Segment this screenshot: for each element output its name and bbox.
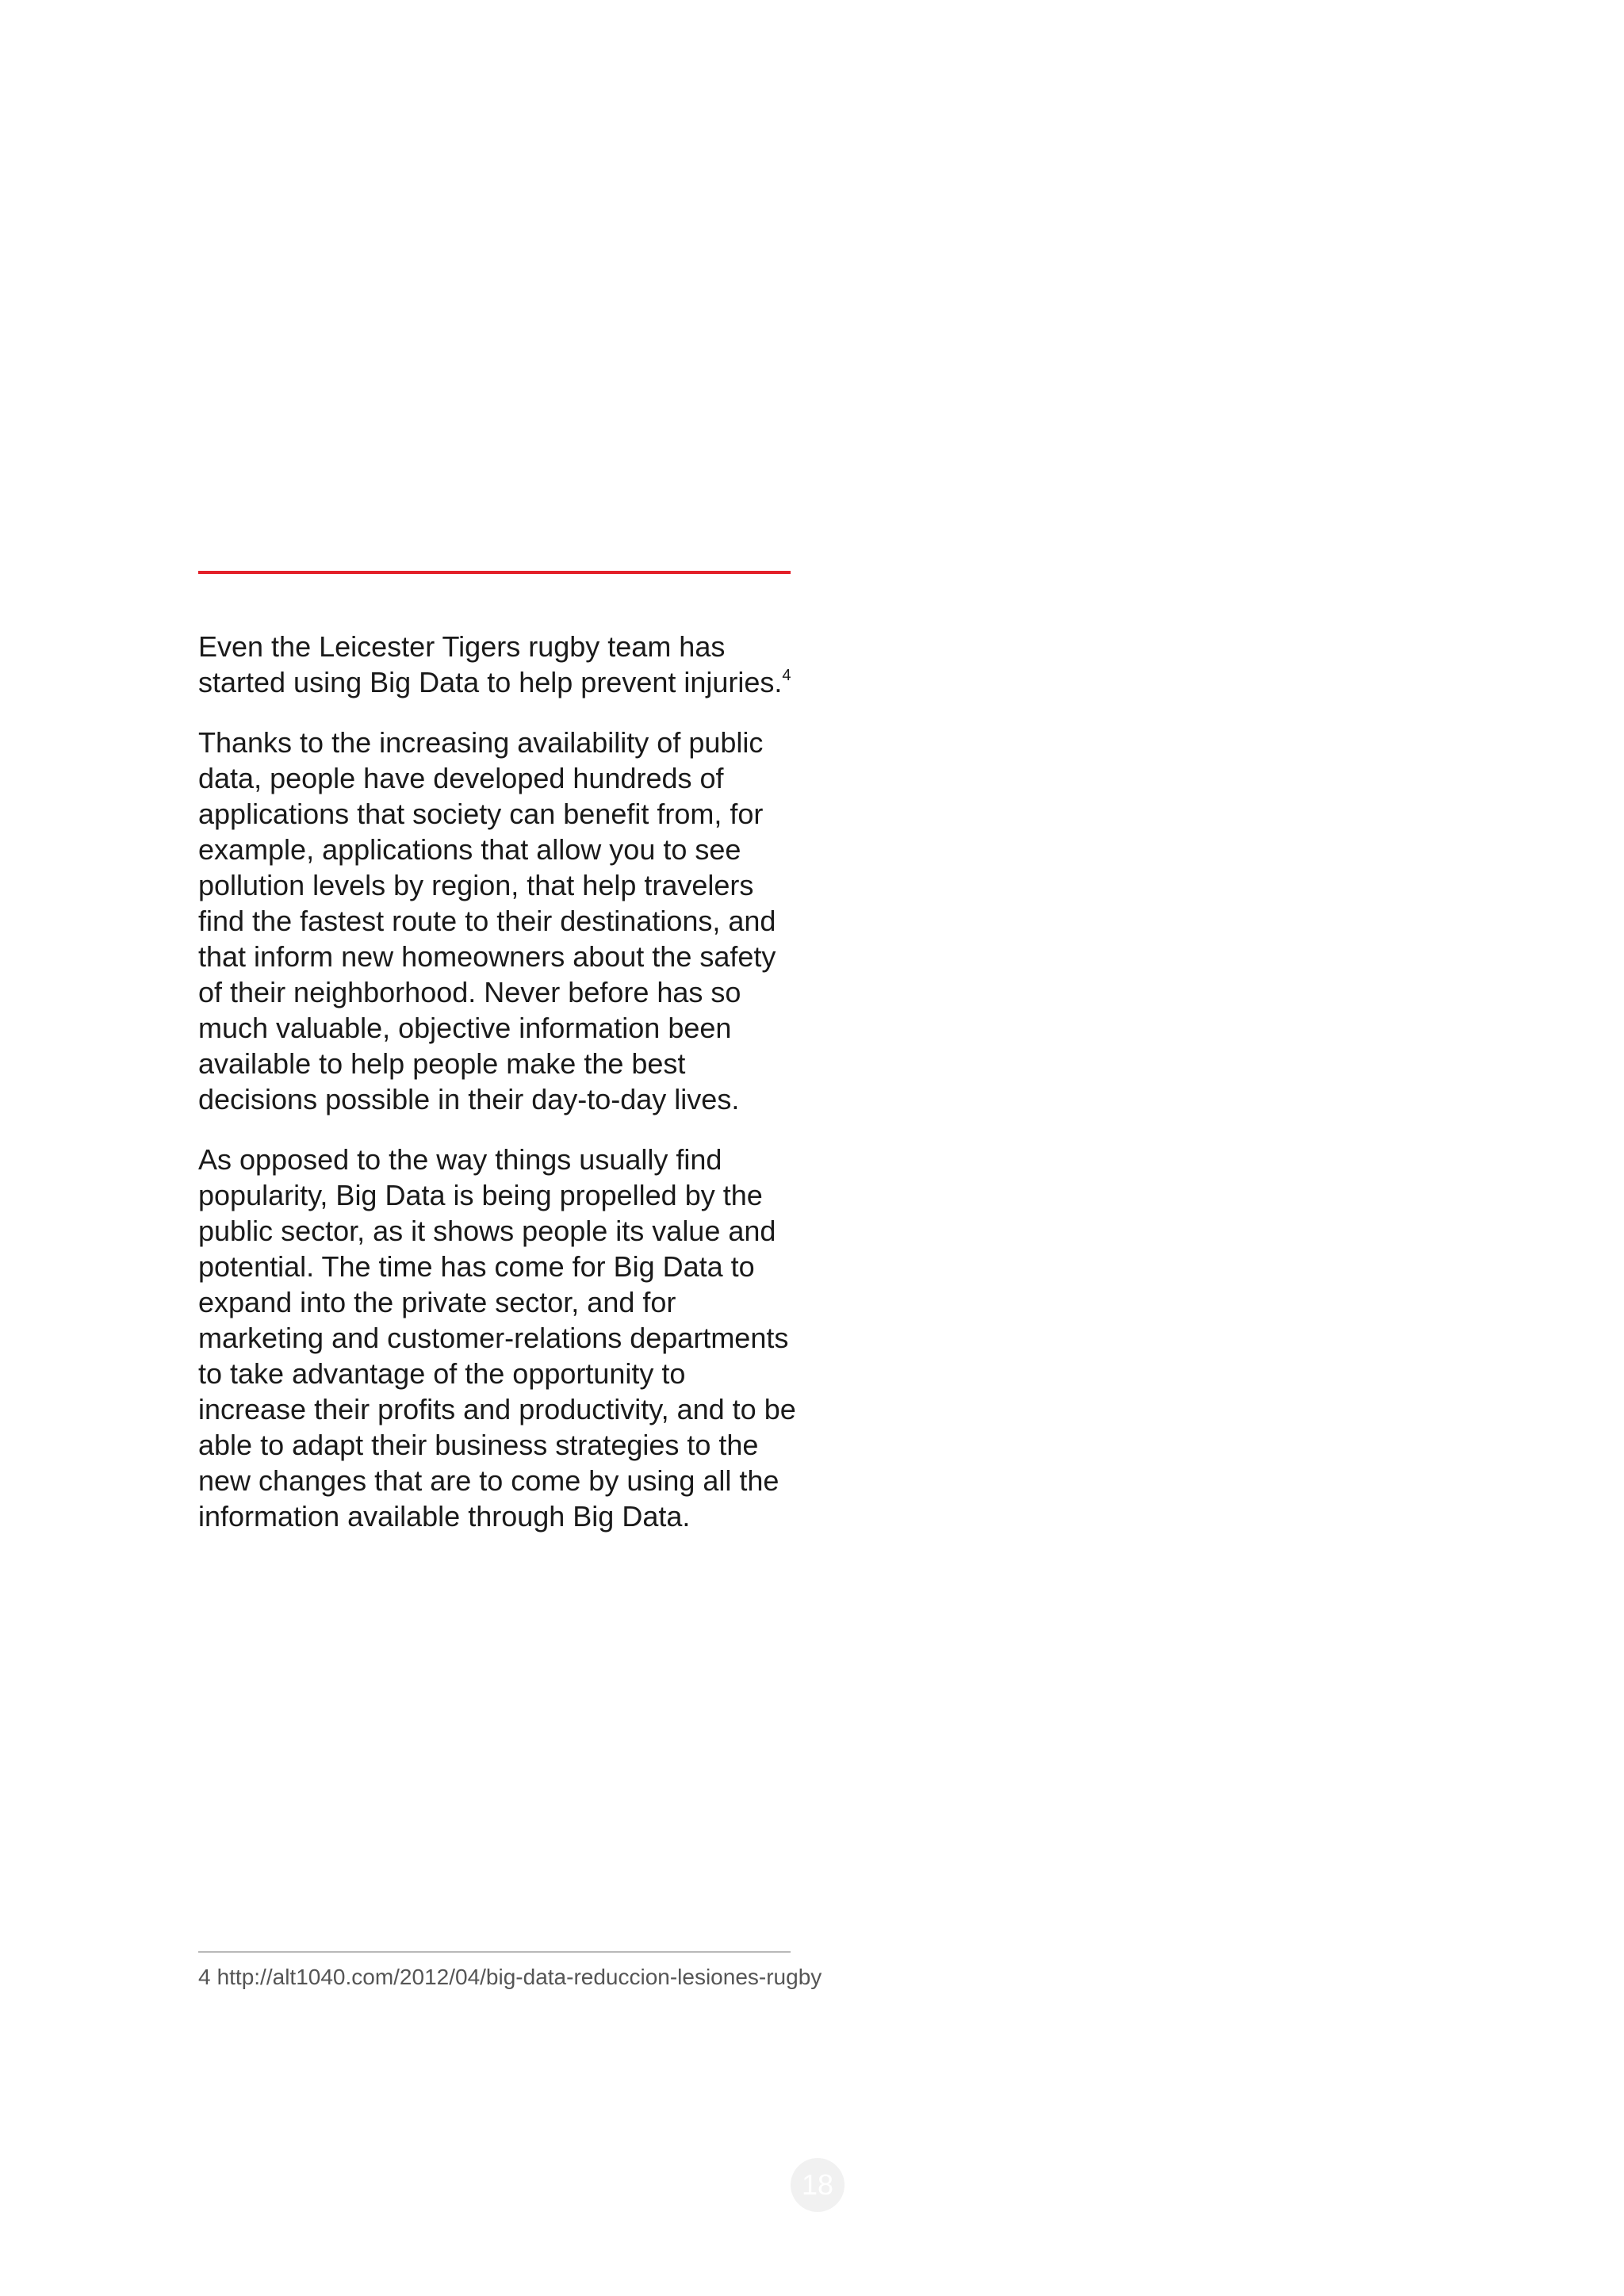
paragraph-3: As opposed to the way things usually find popularity, Big Data is being propelled by the public sector, as it shows people its value and potential. The time has come for Big Data to expand into the private sector, and for marketing and customer-relations departments to take advantage of the opportunity to increase their profits and productivity, and to be able to adapt their business strategies to the new changes that are to come by using all the information available through Big Data. — [198, 1143, 796, 1533]
paragraph-2: Thanks to the increasing availability of public data, people have developed hundreds of applications that society can benefit from, for example, applications that allow you to see pollution levels by region, that help travelers find the fastest route to their destinations, and that inform new homeowners about the safety of their neighborhood. Never before has so much valuable, objective information been available to help people make the best decisions possible in their day-to-day lives. — [198, 726, 776, 1115]
paragraph-1 — [198, 629, 801, 700]
accent-divider — [198, 571, 791, 574]
footnote-link[interactable]: http://alt1040.com/2012/04/big-data-reduccion-lesiones-rugby — [216, 1965, 822, 1989]
paragraph-1-text: Even the Leicester Tigers rugby team has started using Big Data to help prevent injuries. — [198, 630, 783, 698]
footnote-number: 4 — [198, 1965, 211, 1989]
page-number: 18 — [791, 2158, 845, 2212]
footnote-reference[interactable]: 4 — [782, 667, 791, 684]
article-body — [198, 629, 801, 1534]
footnote-divider — [198, 1951, 791, 1953]
footnote — [198, 1963, 991, 1992]
